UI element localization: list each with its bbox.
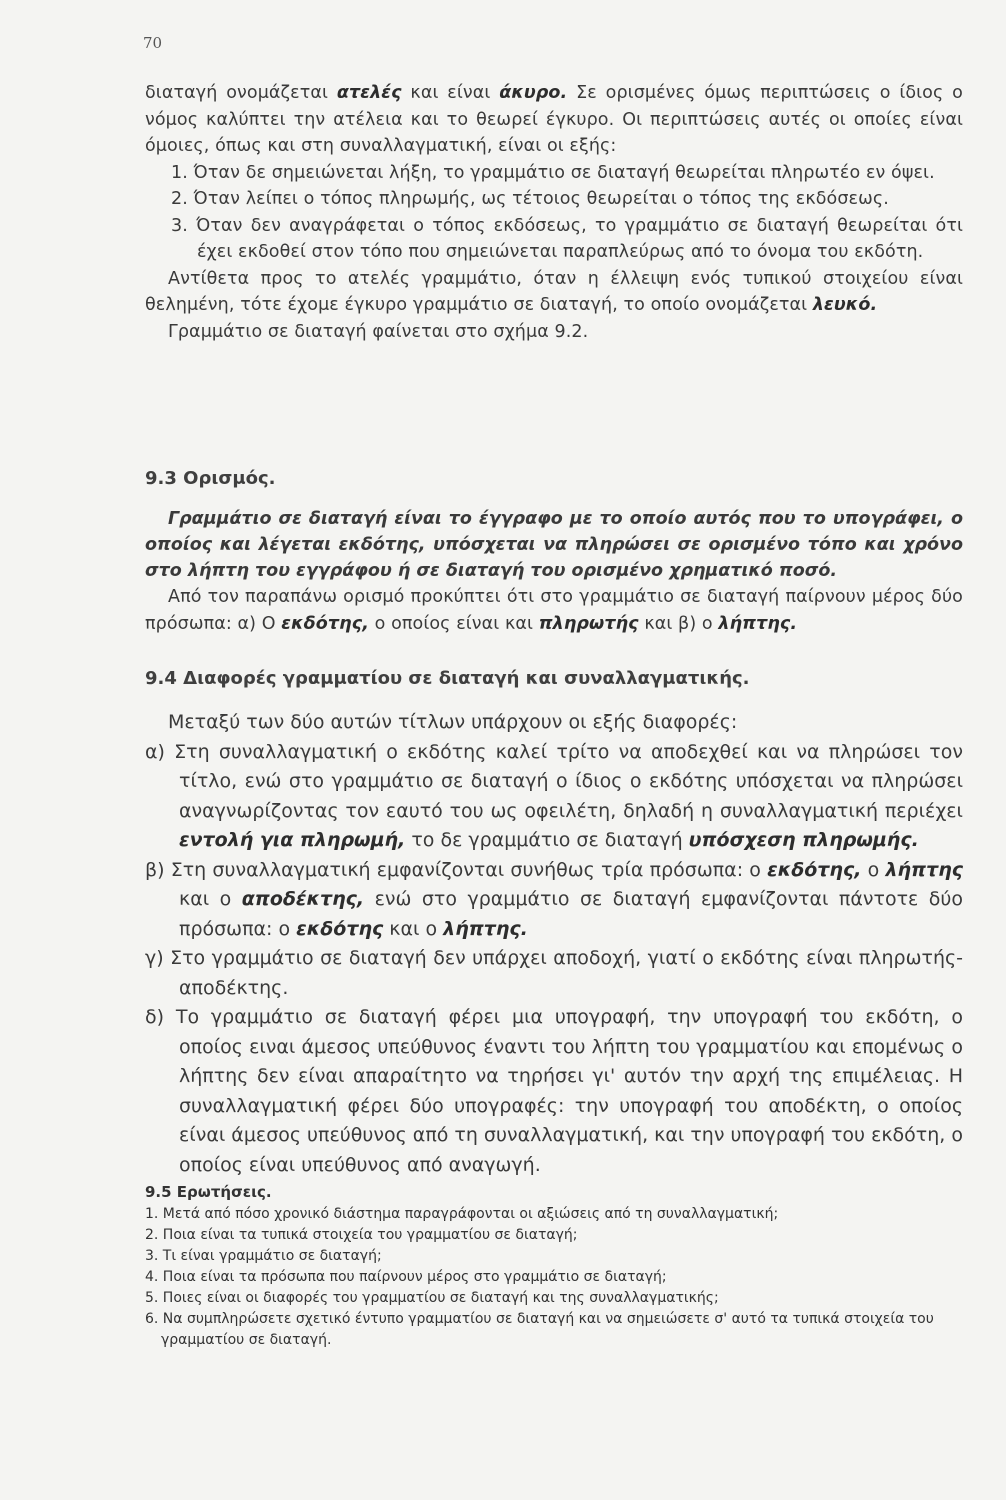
list-item: 3. Όταν δεν αναγράφεται ο τόπος εκδόσεως, το γραμμάτιο σε διαταγή θεωρείται ότι έχει εκδοθεί στον τόπο που σημειώνεται παραπλεύρως από το όνομα του εκδότη.	[171, 215, 963, 262]
definition-block	[145, 506, 963, 637]
term-liptis: λήπτης.	[443, 917, 528, 940]
term-ekdotis: εκδότης	[296, 917, 384, 940]
term-ateles: ατελές	[336, 83, 402, 103]
intro-paragraph: διαταγή ονομάζεται ατελές και είναι άκυρο. Σε ορισμένες όμως περιπτώσεις ο ίδιος ο νόμος καλύπτει την ατέλεια και το θεωρεί έγκυρο. Οι περιπτώσεις αυτές οι οποίες είναι όμοιες, όπως και στη συναλλαγματική, είναι οι εξής:	[145, 83, 963, 156]
term-entoli: εντολή για πληρωμή,	[179, 829, 406, 851]
list-item: 1. Μετά από πόσο χρονικό διάστημα παραγράφονται οι αξιώσεις από τη συναλλαγματική;	[145, 1206, 779, 1222]
term-pliroti: πληρωτής	[538, 613, 639, 634]
list-item: 6. Να συμπληρώσετε σχετικό έντυπο γραμματίου σε διαταγή και να σημειώσετε σ' αυτό τα τυπικά στοιχεία του γραμματίου σε διαταγή.	[145, 1311, 934, 1348]
term-apodektis: αποδέκτης,	[241, 888, 365, 910]
difference-a: α) Στη συναλλαγματική ο εκδότης καλεί τρίτο να αποδεχθεί και να πληρώσει τον τίτλο, ενώ στο γραμμάτιο σε διαταγή ο ίδιος ο εκδότης υπόσχεται να πληρώσει αναγνωρίζοντας τον εαυτό του ως οφειλέτη, δηλαδή η συναλλαγματική περιέχει εντολή για πληρωμή, το δε γραμμάτιο σε διαταγή υπόσχεση πληρωμής.	[145, 740, 963, 851]
list-item: 4. Ποια είναι τα πρόσωπα που παίρνουν μέρος στο γραμμάτιο σε διαταγή;	[145, 1269, 667, 1285]
list-item: 3. Τι είναι γραμμάτιο σε διαταγή;	[145, 1248, 382, 1264]
definition-followup: Από τον παραπάνω ορισμό προκύπτει ότι στο γραμμάτιο σε διαταγή παίρνουν μέρος δύο πρόσωπα: α) Ο εκδότης, ο οποίος είναι και πληρωτής και β) ο λήπτης.	[145, 587, 963, 634]
differences-intro: Μεταξύ των δύο αυτών τίτλων υπάρχουν οι εξής διαφορές:	[168, 711, 738, 733]
difference-c: γ) Στο γραμμάτιο σε διαταγή δεν υπάρχει αποδοχή, γιατί ο εκδότης είναι πληρωτής-αποδέκτης.	[145, 947, 963, 999]
intro-section	[145, 80, 963, 345]
list-item: 1. Όταν δε σημειώνεται λήξη, το γραμμάτιο σε διαταγή θεωρείται πληρωτέο εν όψει.	[171, 162, 935, 183]
list-item: 2. Όταν λείπει ο τόπος πληρωμής, ως τέτοιος θεωρείται ο τόπος της εκδόσεως.	[171, 189, 889, 209]
section-heading: 9.4 Διαφορές γραμματίου σε διαταγή και συναλλαγματικής.	[145, 668, 750, 689]
term-lefko: λευκό.	[812, 295, 878, 315]
difference-d: δ) Το γραμμάτιο σε διαταγή φέρει μια υπογραφή, την υπογραφή του εκδότη, ο οποίος ειναι άμεσος υπεύθυνος έναντι του λήπτη του γραμματίου και επομένως ο λήπτης δεν είναι απαραίτητο να τηρήσει γι' αυτόν την αρχή της επιμέλειας. Η συναλλαγματική φέρει δύο υπογραφές: την υπογραφή του αποδέκτη, ο οποίος είναι άμεσος υπεύθυνος από τη συναλλαγματική, και την υπογραφή του εκδότη, ο οποίος είναι υπεύθυνος από αναγωγή.	[145, 1006, 963, 1176]
blank-note-paragraph: Αντίθετα προς το ατελές γραμμάτιο, όταν η έλλειψη ενός τυπικού στοιχείου είναι θελημένη, τότε έχομε έγκυρο γραμμάτιο σε διαταγή, το οποίο ονομάζεται λευκό.	[145, 268, 963, 315]
intro-list	[145, 160, 963, 266]
page-number: 70	[143, 34, 163, 52]
term-akyro: άκυρο.	[499, 83, 568, 103]
term-liptis: λήπτης	[885, 858, 963, 881]
differences-block	[145, 708, 963, 1180]
section-9-5	[145, 1182, 963, 1351]
term-yposxesi: υπόσχεση πληρωμής.	[688, 829, 919, 851]
list-item: 2. Ποια είναι τα τυπικά στοιχεία του γραμματίου σε διαταγή;	[145, 1227, 578, 1243]
figure-reference: Γραμμάτιο σε διαταγή φαίνεται στο σχήμα 9.2.	[168, 321, 589, 342]
questions-list	[145, 1204, 963, 1351]
term-ekdotis: εκδότης,	[767, 858, 862, 881]
section-heading: 9.3 Ορισμός.	[145, 468, 276, 489]
definition-text: Γραμμάτιο σε διαταγή είναι το έγγραφο με το οποίο αυτός που το υπογράφει, ο οποίος και λέγεται εκδότης, υπόσχεται να πληρώσει σε ορισμένο τόπο και χρόνο στο λήπτη του εγγράφου ή σε διαταγή του ορισμένο χρηματικό ποσό.	[145, 509, 963, 581]
section-9-4	[145, 668, 963, 689]
difference-b: β) Στη συναλλαγματική εμφανίζονται συνήθως τρία πρόσωπα: ο εκδότης, ο λήπτης και ο αποδέκτης, ενώ στο γραμμάτιο σε διαταγή εμφανίζονται πάντοτε δύο πρόσωπα: ο εκδότης και ο λήπτης.	[145, 858, 963, 940]
list-item: 5. Ποιες είναι οι διαφορές του γραμματίου σε διαταγή και της συναλλαγματικής;	[145, 1290, 719, 1306]
section-9-3	[145, 468, 963, 489]
term-liptis: λήπτης.	[718, 613, 798, 634]
term-ekdotis: εκδότης,	[281, 613, 369, 634]
section-heading: 9.5 Ερωτήσεις.	[145, 1183, 272, 1201]
